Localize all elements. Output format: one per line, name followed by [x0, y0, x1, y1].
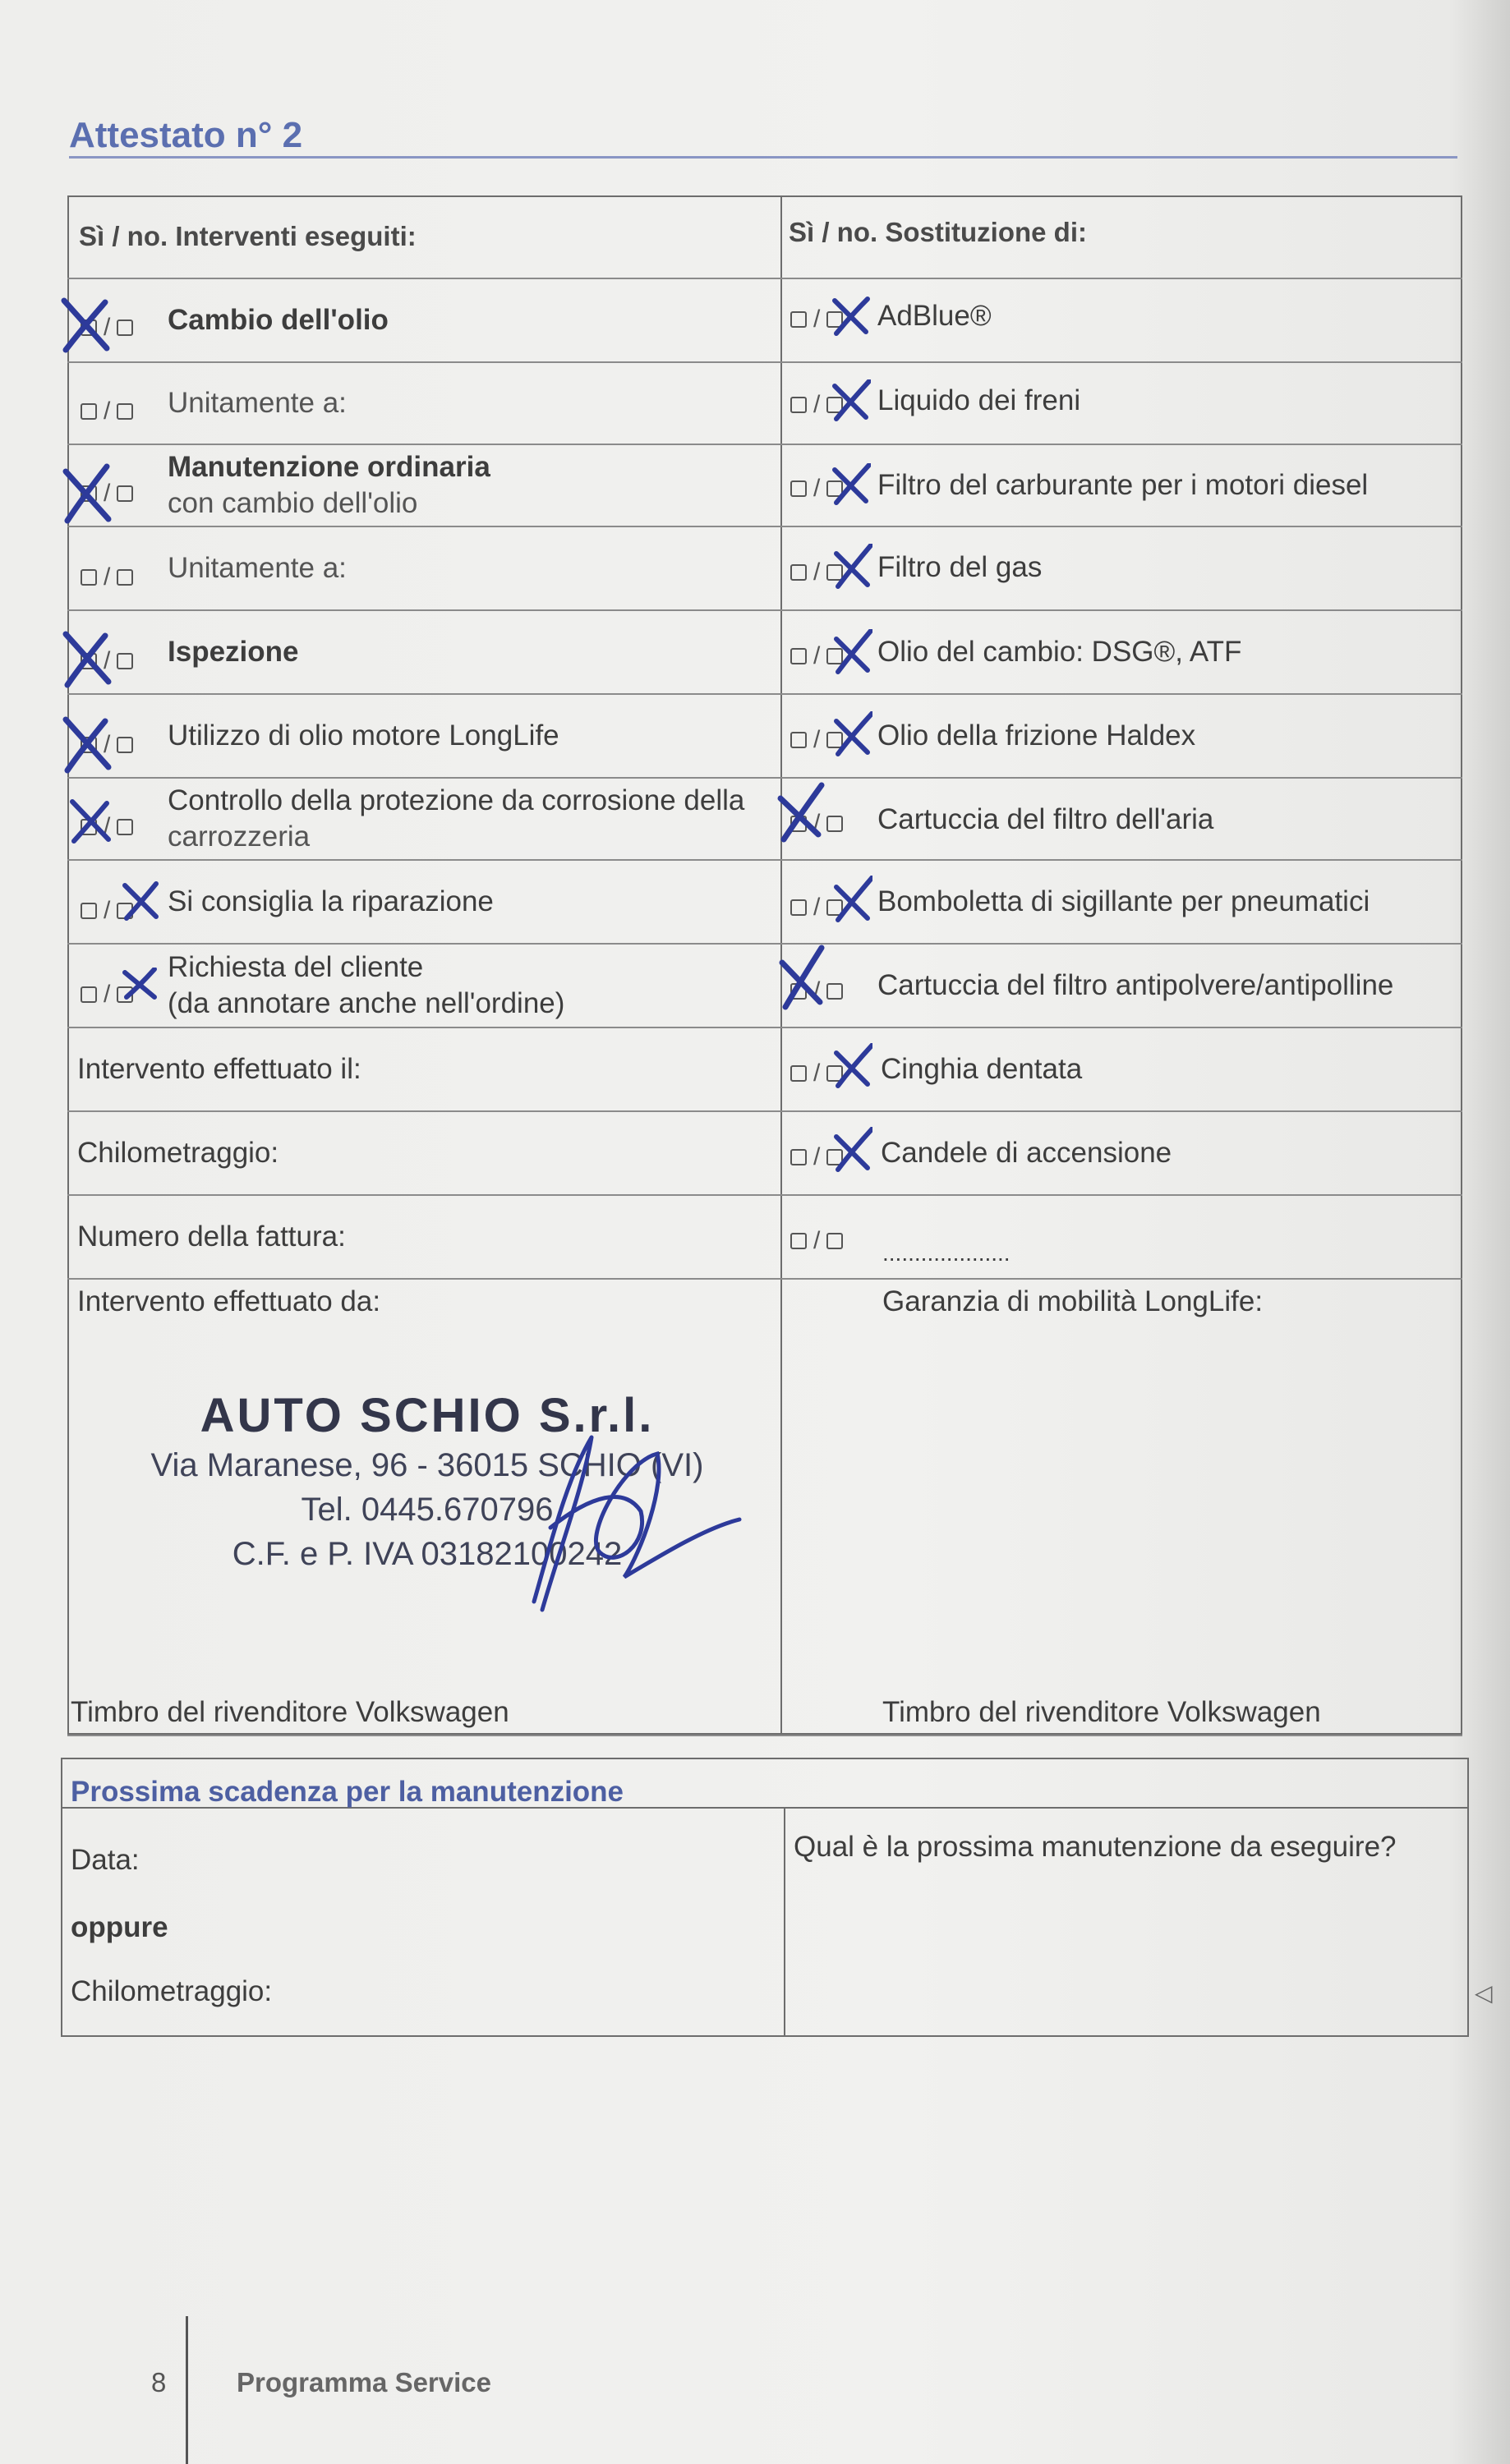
checkbox-pair[interactable]: /	[790, 642, 843, 670]
right-row-label: Filtro del carburante per i motori diesel	[877, 469, 1369, 501]
right-row-label: Olio del cambio: DSG®, ATF	[877, 636, 1242, 668]
stamp-address: Via Maranese, 96 - 36015 SCHIO (VI)	[150, 1447, 704, 1483]
row-line	[67, 1735, 1462, 1736]
left-row-line1: Controllo della protezione da corrosione della	[168, 784, 745, 816]
left-row-label	[168, 445, 490, 526]
checkbox-pair[interactable]: /	[81, 897, 133, 925]
left-row-label: Unitamente a:	[168, 552, 347, 584]
checkbox-pair[interactable]: /	[81, 480, 133, 508]
stamp-name: AUTO SCHIO S.r.l.	[200, 1389, 655, 1442]
left-row-label: Utilizzo di olio motore LongLife	[168, 719, 559, 752]
check-x-mark	[830, 379, 871, 422]
left-row-label: Unitamente a:	[168, 387, 347, 419]
right-row-label: Candele di accensione	[881, 1137, 1172, 1169]
check-x-mark	[120, 880, 161, 922]
check-x-mark	[776, 782, 825, 843]
stamp-caption-right: Timbro del rivenditore Volkswagen	[882, 1696, 1321, 1728]
right-row-label: Cartuccia del filtro dell'aria	[877, 803, 1214, 835]
left-row-label: Ispezione	[168, 636, 299, 668]
check-x-mark	[831, 876, 872, 923]
page-title: Attestato n° 2	[69, 115, 303, 155]
check-x-mark	[58, 627, 115, 688]
checkbox-pair[interactable]: /	[81, 731, 133, 759]
checkbox-pair[interactable]: /	[81, 314, 133, 342]
next-mileage-label: Chilometraggio:	[71, 1975, 273, 2007]
checkbox-pair[interactable]: /	[790, 306, 843, 333]
stamp-phone: Tel. 0445.670796	[301, 1492, 554, 1528]
checkbox-pair[interactable]: /	[81, 981, 133, 1009]
check-x-mark	[66, 797, 115, 846]
checkbox-pair[interactable]: /	[790, 1143, 843, 1171]
stamp-vat: C.F. e P. IVA 03182100242	[232, 1536, 623, 1572]
checkbox-pair[interactable]: /	[790, 475, 843, 503]
triangle-marker-icon: ◁	[1475, 1980, 1493, 2006]
left-row-line1: Manutenzione ordinaria	[168, 451, 490, 483]
checkbox-pair[interactable]: /	[790, 559, 843, 586]
next-maintenance-divider	[784, 1809, 785, 2037]
left-row-label: Si consiglia la riparazione	[168, 885, 494, 917]
left-row-label	[168, 779, 744, 859]
right-header: Sì / no. Sostituzione di:	[789, 217, 1087, 247]
next-date-label: Data:	[71, 1844, 140, 1876]
next-or-label: oppure	[71, 1911, 168, 1943]
checkbox-pair[interactable]: /	[790, 977, 843, 1005]
check-x-mark	[831, 1043, 872, 1089]
invoice-label: Numero della fattura:	[77, 1221, 346, 1253]
right-row-label: AdBlue®	[877, 300, 992, 332]
checkbox-pair[interactable]: /	[81, 563, 133, 591]
check-x-mark	[831, 629, 872, 675]
checkbox-pair[interactable]: /	[81, 647, 133, 675]
check-x-mark	[777, 945, 826, 1010]
signature	[501, 1413, 748, 1626]
check-x-mark	[830, 463, 871, 506]
footer-bar	[186, 2316, 188, 2464]
stamp-caption-left: Timbro del rivenditore Volkswagen	[71, 1696, 509, 1728]
check-x-mark	[58, 460, 115, 526]
check-x-mark	[122, 968, 159, 1000]
right-row-label: Cartuccia del filtro antipolvere/antipolline	[877, 969, 1394, 1001]
left-row-line2: con cambio dell'olio	[168, 487, 418, 519]
right-row-label: Bomboletta di sigillante per pneumatici	[877, 885, 1370, 917]
right-row-label: Olio della frizione Haldex	[877, 719, 1196, 752]
left-row-line2: carrozzeria	[168, 821, 311, 853]
left-row-label	[168, 945, 564, 1027]
check-x-mark	[58, 296, 115, 353]
left-header: Sì / no. Interventi eseguiti:	[79, 221, 417, 251]
mileage-label: Chilometraggio:	[77, 1137, 279, 1169]
date-done-label: Intervento effettuato il:	[77, 1053, 361, 1085]
next-maintenance-title: Prossima scadenza per la manutenzione	[71, 1776, 624, 1808]
left-row-line1: Richiesta del cliente	[168, 951, 424, 983]
checkbox-pair[interactable]: /	[790, 894, 843, 922]
right-row-label: Filtro del gas	[877, 551, 1043, 583]
check-x-mark	[830, 296, 871, 337]
next-question: Qual è la prossima manutenzione da eseguire?	[794, 1831, 1397, 1863]
left-row-label: Cambio dell'olio	[168, 304, 389, 336]
title-rule	[69, 156, 1457, 159]
page-number: 8	[151, 2367, 167, 2397]
checkbox-pair[interactable]: /	[81, 813, 133, 841]
right-row-dotted: ....................	[882, 1240, 1011, 1266]
row-line	[67, 1278, 1462, 1280]
footer-section: Programma Service	[237, 2367, 492, 2397]
right-row-label: Cinghia dentata	[881, 1053, 1083, 1085]
checkbox-pair[interactable]: /	[790, 810, 843, 838]
check-x-mark	[831, 544, 872, 590]
checkbox-pair[interactable]: /	[790, 391, 843, 419]
check-x-mark	[58, 713, 115, 774]
check-x-mark	[831, 711, 872, 757]
checkbox-pair[interactable]: /	[790, 1060, 843, 1087]
mobility-label: Garanzia di mobilità LongLife:	[882, 1285, 1264, 1317]
check-x-mark	[831, 1127, 872, 1173]
right-row-label: Liquido dei freni	[877, 384, 1081, 416]
checkbox-pair[interactable]: /	[790, 1227, 843, 1255]
done-by-label: Intervento effettuato da:	[77, 1285, 381, 1317]
checkbox-pair[interactable]: /	[81, 398, 133, 425]
checkbox-pair[interactable]: /	[790, 726, 843, 754]
left-row-line2: (da annotare anche nell'ordine)	[168, 987, 565, 1019]
